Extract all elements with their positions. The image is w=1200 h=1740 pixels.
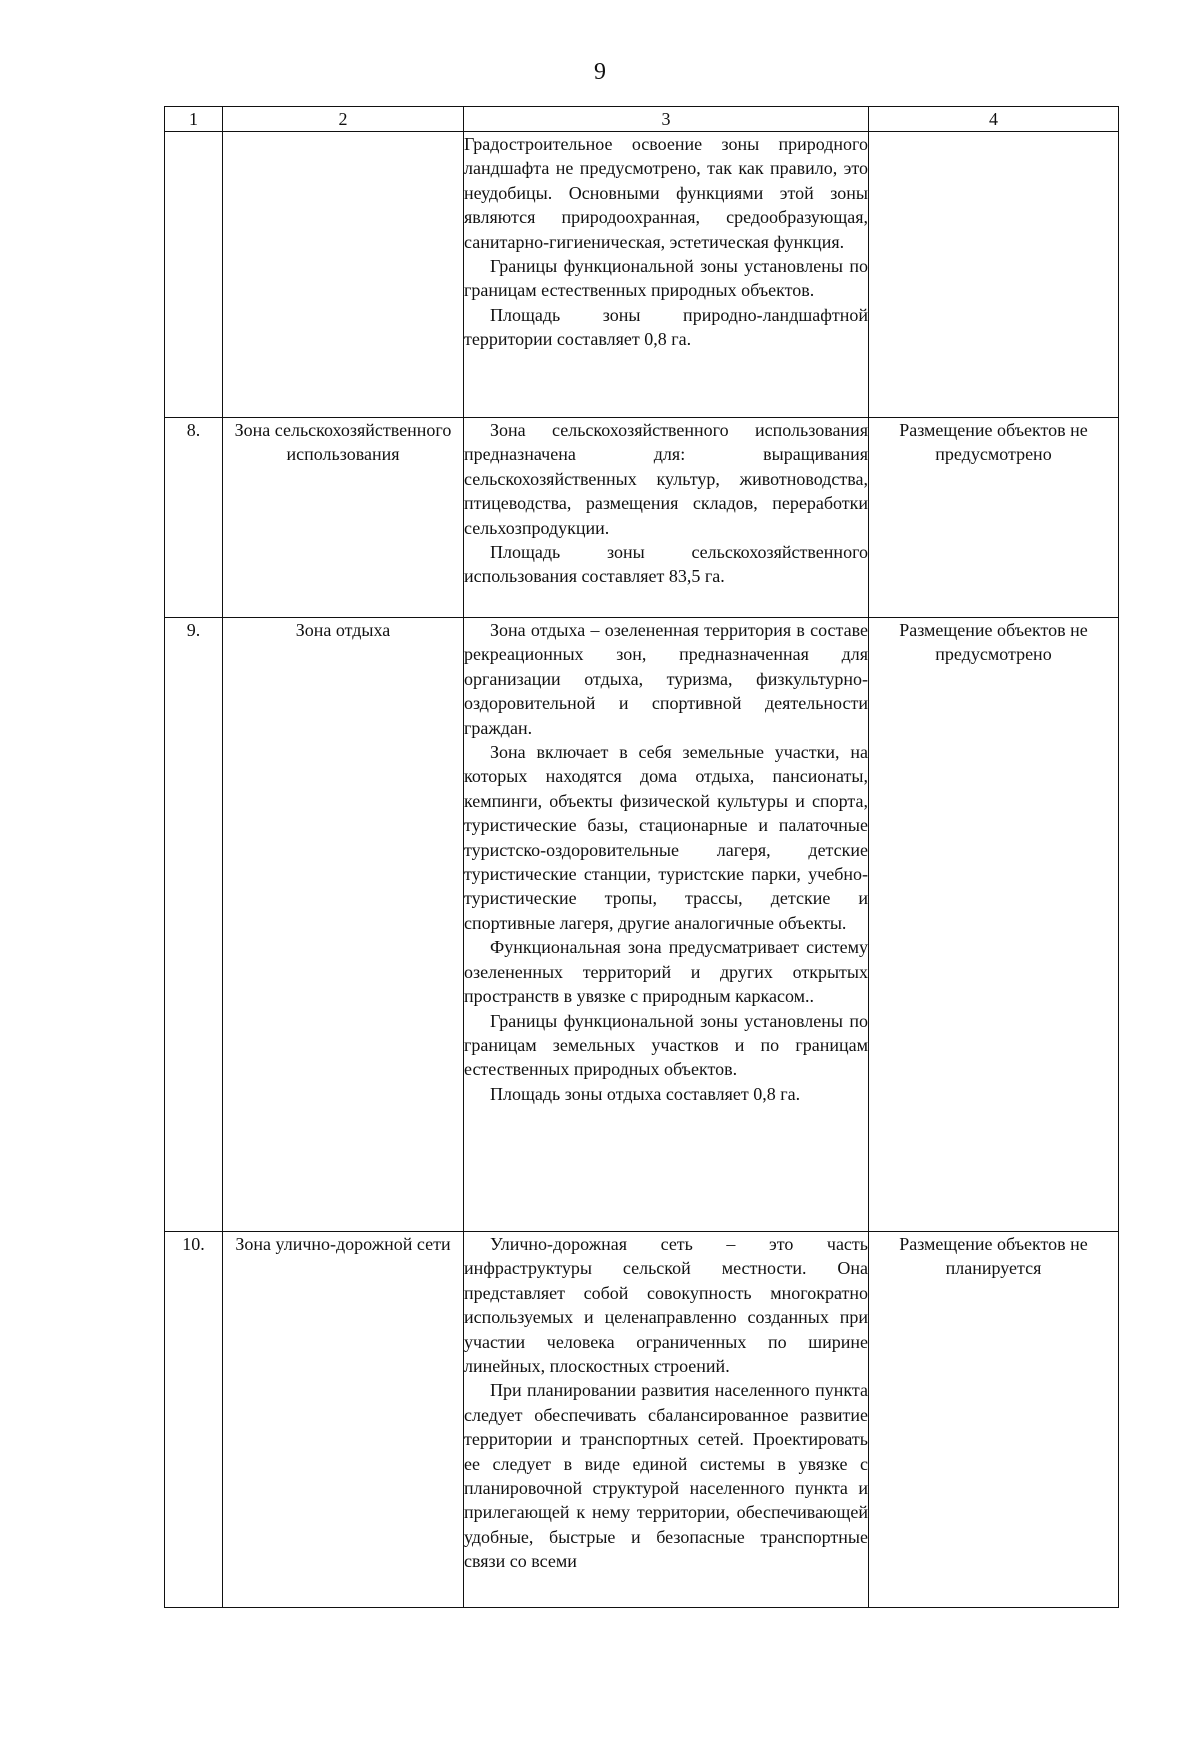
row-number: 8.: [165, 418, 223, 618]
zone-description: [464, 618, 869, 1232]
column-header-description: 3: [464, 107, 869, 132]
planned-objects: Размещение объектов не предусмотрено: [869, 618, 1119, 1232]
zone-name: Зона сельскохозяйственного использования: [223, 418, 464, 618]
description-paragraph: Границы функциональной зоны установлены по границам естественных природных объектов.: [464, 256, 868, 301]
description-paragraph: Градостроительное освоение зоны природного ландшафта не предусмотрено, так как правило, это неудобицы. Основными функциями этой зоны являются природоохранная, средообразующая, санитарно-гигиеническая, эстетическая функция.: [464, 134, 868, 252]
planned-objects: Размещение объектов не предусмотрено: [869, 418, 1119, 618]
description-paragraph: Функциональная зона предусматривает систему озелененных территорий и других открытых пространств в увязке с природным каркасом..: [464, 937, 868, 1007]
planned-objects: Размещение объектов не планируется: [869, 1232, 1119, 1608]
zone-description: [464, 132, 869, 418]
table-row: [165, 132, 1119, 418]
planned-objects: [869, 132, 1119, 418]
description-paragraph: Улично-дорожная сеть – это часть инфраструктуры сельской местности. Она представляет собой совокупность многократно используемых и целенаправленно созданных при участии человека ограниченных по ширине линейных, плоскостных строений.: [464, 1234, 868, 1377]
zone-description: [464, 1232, 869, 1608]
column-header-zone-name: 2: [223, 107, 464, 132]
zone-name: Зона улично-дорожной сети: [223, 1232, 464, 1608]
table-row: [165, 418, 1119, 618]
zone-name: Зона отдыха: [223, 618, 464, 1232]
functional-zones-table: [164, 106, 1119, 1608]
zone-description: [464, 418, 869, 618]
row-number: 10.: [165, 1232, 223, 1608]
row-number: 9.: [165, 618, 223, 1232]
page-number: 9: [594, 59, 606, 85]
column-header-objects: 4: [869, 107, 1119, 132]
description-paragraph: Границы функциональной зоны установлены по границам земельных участков и по границам естественных природных объектов.: [464, 1010, 868, 1080]
description-paragraph: Площадь зоны сельскохозяйственного использования составляет 83,5 га.: [464, 542, 868, 587]
description-paragraph: Площадь зоны отдыха составляет 0,8 га.: [490, 1083, 801, 1104]
description-paragraph: Площадь зоны природно-ландшафтной территории составляет 0,8 га.: [464, 304, 868, 350]
zone-name: [223, 132, 464, 418]
column-header-number: 1: [165, 107, 223, 132]
description-paragraph: Зона сельскохозяйственного использования предназначена для: выращивания сельскохозяйственных культур, животноводства, птицеводства, размещения складов, переработки сельхозпродукции.: [464, 420, 868, 538]
description-paragraph: Зона отдыха – озелененная территория в составе рекреационных зон, предназначенная для организации отдыха, туризма, физкультурно-оздоровительной и спортивной деятельности граждан.: [464, 620, 868, 738]
description-paragraph: Зона включает в себя земельные участки, на которых находятся дома отдыха, пансионаты, кемпинги, объекты физической культуры и спорта, туристические базы, стационарные и палаточные туристско-оздоровительные лагеря, детские туристические станции, туристские парки, учебно-туристические тропы, трассы, детские и спортивные лагеря, другие аналогичные объекты.: [464, 742, 868, 933]
table-row: [165, 618, 1119, 1232]
row-number: [165, 132, 223, 418]
header-row: [165, 107, 1119, 132]
description-paragraph: При планировании развития населенного пункта следует обеспечивать сбалансированное развитие территории и транспортных сетей. Проектировать ее следует в виде единой системы в увязке с планировочной структурой населенного пункта и прилегающей к нему территории, обеспечивающей удобные, быстрые и безопасные транспортные связи со всеми: [464, 1380, 868, 1572]
table-row: [165, 1232, 1119, 1608]
